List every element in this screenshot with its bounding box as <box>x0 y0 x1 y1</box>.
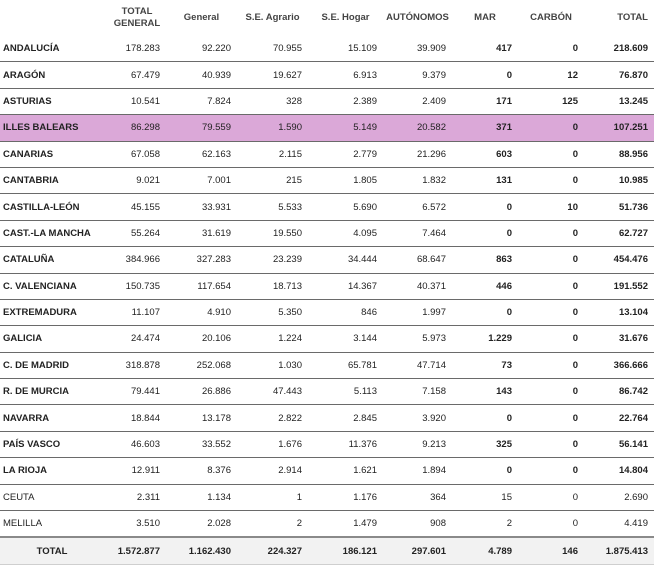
table-cell: 1 <box>237 484 308 510</box>
table-cell: 846 <box>308 299 383 325</box>
column-header-total-general: TOTAL GENERAL <box>113 6 161 29</box>
table-cell: 1.590 <box>237 115 308 141</box>
table-cell: 178.283 <box>104 36 166 62</box>
table-cell: 2.409 <box>383 88 452 114</box>
table-cell: 7.464 <box>383 220 452 246</box>
total-cell: 1.162.430 <box>166 537 237 565</box>
region-name: NAVARRA <box>0 405 104 431</box>
table-cell: 34.444 <box>308 247 383 273</box>
table-cell: 0 <box>518 458 584 484</box>
table-cell: 1.176 <box>308 484 383 510</box>
table-cell: 47.714 <box>383 352 452 378</box>
table-cell: 446 <box>452 273 518 299</box>
table-cell: 6.913 <box>308 62 383 88</box>
table-cell: 150.735 <box>104 273 166 299</box>
table-cell: 0 <box>452 299 518 325</box>
table-cell: 15.109 <box>308 36 383 62</box>
region-name: PAÍS VASCO <box>0 431 104 457</box>
region-name: GALICIA <box>0 326 104 352</box>
column-header-se-agrario: S.E. Agrario <box>245 12 300 23</box>
table-cell: 191.552 <box>584 273 654 299</box>
table-cell: 47.443 <box>237 379 308 405</box>
table-cell: 68.647 <box>383 247 452 273</box>
table-cell: 2.028 <box>166 511 237 538</box>
table-cell: 252.068 <box>166 352 237 378</box>
table-cell: 20.106 <box>166 326 237 352</box>
table-cell: 9.379 <box>383 62 452 88</box>
table-cell: 0 <box>452 458 518 484</box>
table-cell: 18.844 <box>104 405 166 431</box>
table-cell: 2.845 <box>308 405 383 431</box>
table-cell: 1.134 <box>166 484 237 510</box>
table-cell: 24.474 <box>104 326 166 352</box>
table-row <box>0 88 654 114</box>
table-row <box>0 62 654 88</box>
column-header-total: TOTAL <box>617 12 648 23</box>
table-cell: 2.779 <box>308 141 383 167</box>
region-name: R. DE MURCIA <box>0 379 104 405</box>
region-name: LA RIOJA <box>0 458 104 484</box>
table-cell: 5.113 <box>308 379 383 405</box>
table-row <box>0 36 654 62</box>
table-cell: 39.909 <box>383 36 452 62</box>
region-name: C. DE MADRID <box>0 352 104 378</box>
table-cell: 117.654 <box>166 273 237 299</box>
table-row <box>0 141 654 167</box>
table-cell: 2.690 <box>584 484 654 510</box>
table-cell: 14.804 <box>584 458 654 484</box>
table-cell: 417 <box>452 36 518 62</box>
table-cell: 1.224 <box>237 326 308 352</box>
table-cell: 33.552 <box>166 431 237 457</box>
table-cell: 7.158 <box>383 379 452 405</box>
table-cell: 325 <box>452 431 518 457</box>
region-name: C. VALENCIANA <box>0 273 104 299</box>
table-cell: 18.713 <box>237 273 308 299</box>
table-cell: 5.533 <box>237 194 308 220</box>
table-cell: 55.264 <box>104 220 166 246</box>
column-header-mar: MAR <box>474 12 496 23</box>
table-cell: 2.115 <box>237 141 308 167</box>
table-cell: 92.220 <box>166 36 237 62</box>
region-name: CANARIAS <box>0 141 104 167</box>
region-name: CASTILLA-LEÓN <box>0 194 104 220</box>
table-cell: 1.832 <box>383 167 452 193</box>
column-header-carbon: CARBÓN <box>530 12 572 23</box>
table-row <box>0 299 654 325</box>
table-cell: 21.296 <box>383 141 452 167</box>
table-cell: 0 <box>518 167 584 193</box>
table-cell: 11.107 <box>104 299 166 325</box>
table-cell: 328 <box>237 88 308 114</box>
table-cell: 3.510 <box>104 511 166 538</box>
table-cell: 0 <box>518 220 584 246</box>
region-name: EXTREMADURA <box>0 299 104 325</box>
table-cell: 88.956 <box>584 141 654 167</box>
table-cell: 8.376 <box>166 458 237 484</box>
table-cell: 23.239 <box>237 247 308 273</box>
table-cell: 6.572 <box>383 194 452 220</box>
table-row <box>0 431 654 457</box>
table-cell: 5.350 <box>237 299 308 325</box>
table-row <box>0 352 654 378</box>
table-cell: 7.001 <box>166 167 237 193</box>
table-cell: 2.311 <box>104 484 166 510</box>
total-cell: 146 <box>518 537 584 565</box>
table-cell: 15 <box>452 484 518 510</box>
header-row <box>0 0 654 36</box>
table-row <box>0 405 654 431</box>
table-cell: 0 <box>518 352 584 378</box>
table-cell: 4.095 <box>308 220 383 246</box>
table-cell: 1.229 <box>452 326 518 352</box>
table-cell: 79.441 <box>104 379 166 405</box>
table-cell: 20.582 <box>383 115 452 141</box>
table-cell: 9.213 <box>383 431 452 457</box>
table-cell: 0 <box>518 247 584 273</box>
table-cell: 0 <box>518 405 584 431</box>
table-row <box>0 511 654 538</box>
table-cell: 215 <box>237 167 308 193</box>
table-cell: 1.676 <box>237 431 308 457</box>
table-cell: 0 <box>452 220 518 246</box>
table-cell: 45.155 <box>104 194 166 220</box>
total-cell: 297.601 <box>383 537 452 565</box>
table-body <box>0 36 654 537</box>
table-cell: 107.251 <box>584 115 654 141</box>
table-cell: 13.245 <box>584 88 654 114</box>
region-name: ILLES BALEARS <box>0 115 104 141</box>
table-cell: 10.541 <box>104 88 166 114</box>
table-cell: 218.609 <box>584 36 654 62</box>
table-cell: 86.742 <box>584 379 654 405</box>
column-header-autonomos: AUTÓNOMOS <box>386 12 449 23</box>
table-cell: 1.894 <box>383 458 452 484</box>
table-cell: 4.910 <box>166 299 237 325</box>
table-cell: 3.144 <box>308 326 383 352</box>
table-cell: 3.920 <box>383 405 452 431</box>
table-cell: 131 <box>452 167 518 193</box>
table-row <box>0 273 654 299</box>
total-cell: 1.572.877 <box>104 537 166 565</box>
table-cell: 125 <box>518 88 584 114</box>
table-cell: 13.178 <box>166 405 237 431</box>
column-header-general: General <box>183 12 220 23</box>
table-cell: 0 <box>518 511 584 538</box>
table-cell: 0 <box>518 431 584 457</box>
table-cell: 0 <box>452 405 518 431</box>
table-cell: 62.727 <box>584 220 654 246</box>
total-row <box>0 537 654 565</box>
table-cell: 0 <box>452 194 518 220</box>
table-cell: 908 <box>383 511 452 538</box>
table-cell: 1.621 <box>308 458 383 484</box>
table-cell: 12 <box>518 62 584 88</box>
table-cell: 384.966 <box>104 247 166 273</box>
table-cell: 4.419 <box>584 511 654 538</box>
table-cell: 603 <box>452 141 518 167</box>
table-cell: 2.389 <box>308 88 383 114</box>
table-cell: 79.559 <box>166 115 237 141</box>
region-name: CATALUÑA <box>0 247 104 273</box>
table-cell: 7.824 <box>166 88 237 114</box>
table-row <box>0 379 654 405</box>
table-cell: 2.822 <box>237 405 308 431</box>
table-cell: 26.886 <box>166 379 237 405</box>
table-cell: 0 <box>518 141 584 167</box>
table-cell: 0 <box>518 484 584 510</box>
table-cell: 1.805 <box>308 167 383 193</box>
table-cell: 366.666 <box>584 352 654 378</box>
table-cell: 31.676 <box>584 326 654 352</box>
table-cell: 2 <box>237 511 308 538</box>
region-name: ARAGÓN <box>0 62 104 88</box>
table-row <box>0 326 654 352</box>
table-cell: 10.985 <box>584 167 654 193</box>
table-cell: 67.479 <box>104 62 166 88</box>
table-cell: 76.870 <box>584 62 654 88</box>
table-cell: 51.736 <box>584 194 654 220</box>
table-cell: 371 <box>452 115 518 141</box>
table-cell: 0 <box>518 379 584 405</box>
table-cell: 1.030 <box>237 352 308 378</box>
table-cell: 0 <box>518 36 584 62</box>
table-cell: 19.550 <box>237 220 308 246</box>
table-cell: 40.371 <box>383 273 452 299</box>
table-cell: 65.781 <box>308 352 383 378</box>
total-row-label: TOTAL <box>0 537 104 565</box>
total-cell: 186.121 <box>308 537 383 565</box>
table-cell: 11.376 <box>308 431 383 457</box>
table-cell: 33.931 <box>166 194 237 220</box>
table-cell: 22.764 <box>584 405 654 431</box>
table-cell: 0 <box>518 326 584 352</box>
table-cell: 40.939 <box>166 62 237 88</box>
table-cell: 9.021 <box>104 167 166 193</box>
table-row <box>0 458 654 484</box>
table-cell: 46.603 <box>104 431 166 457</box>
table-cell: 327.283 <box>166 247 237 273</box>
column-header-region <box>0 0 104 36</box>
table-row <box>0 194 654 220</box>
total-cell: 224.327 <box>237 537 308 565</box>
table-row <box>0 484 654 510</box>
table-cell: 1.479 <box>308 511 383 538</box>
table-cell: 5.973 <box>383 326 452 352</box>
table-row <box>0 167 654 193</box>
table-cell: 0 <box>518 299 584 325</box>
table-cell: 19.627 <box>237 62 308 88</box>
region-name: CEUTA <box>0 484 104 510</box>
table-cell: 31.619 <box>166 220 237 246</box>
table-cell: 2 <box>452 511 518 538</box>
table-cell: 73 <box>452 352 518 378</box>
table-cell: 318.878 <box>104 352 166 378</box>
table-row <box>0 220 654 246</box>
table-cell: 0 <box>452 62 518 88</box>
table-cell: 2.914 <box>237 458 308 484</box>
table-cell: 143 <box>452 379 518 405</box>
table-cell: 86.298 <box>104 115 166 141</box>
column-header-se-hogar: S.E. Hogar <box>321 12 370 23</box>
table-cell: 863 <box>452 247 518 273</box>
table-row <box>0 115 654 141</box>
total-cell: 4.789 <box>452 537 518 565</box>
table-cell: 10 <box>518 194 584 220</box>
table-cell: 0 <box>518 273 584 299</box>
table-cell: 5.149 <box>308 115 383 141</box>
region-name: CANTABRIA <box>0 167 104 193</box>
region-name: CAST.-LA MANCHA <box>0 220 104 246</box>
table-cell: 1.997 <box>383 299 452 325</box>
table-cell: 454.476 <box>584 247 654 273</box>
table-cell: 364 <box>383 484 452 510</box>
table-cell: 12.911 <box>104 458 166 484</box>
table-cell: 171 <box>452 88 518 114</box>
total-cell: 1.875.413 <box>584 537 654 565</box>
region-name: ASTURIAS <box>0 88 104 114</box>
table-cell: 13.104 <box>584 299 654 325</box>
table-cell: 0 <box>518 115 584 141</box>
region-name: MELILLA <box>0 511 104 538</box>
table-cell: 5.690 <box>308 194 383 220</box>
table-cell: 70.955 <box>237 36 308 62</box>
table-row <box>0 247 654 273</box>
table-cell: 67.058 <box>104 141 166 167</box>
table-cell: 62.163 <box>166 141 237 167</box>
table-cell: 56.141 <box>584 431 654 457</box>
table-cell: 14.367 <box>308 273 383 299</box>
region-name: ANDALUCÍA <box>0 36 104 62</box>
